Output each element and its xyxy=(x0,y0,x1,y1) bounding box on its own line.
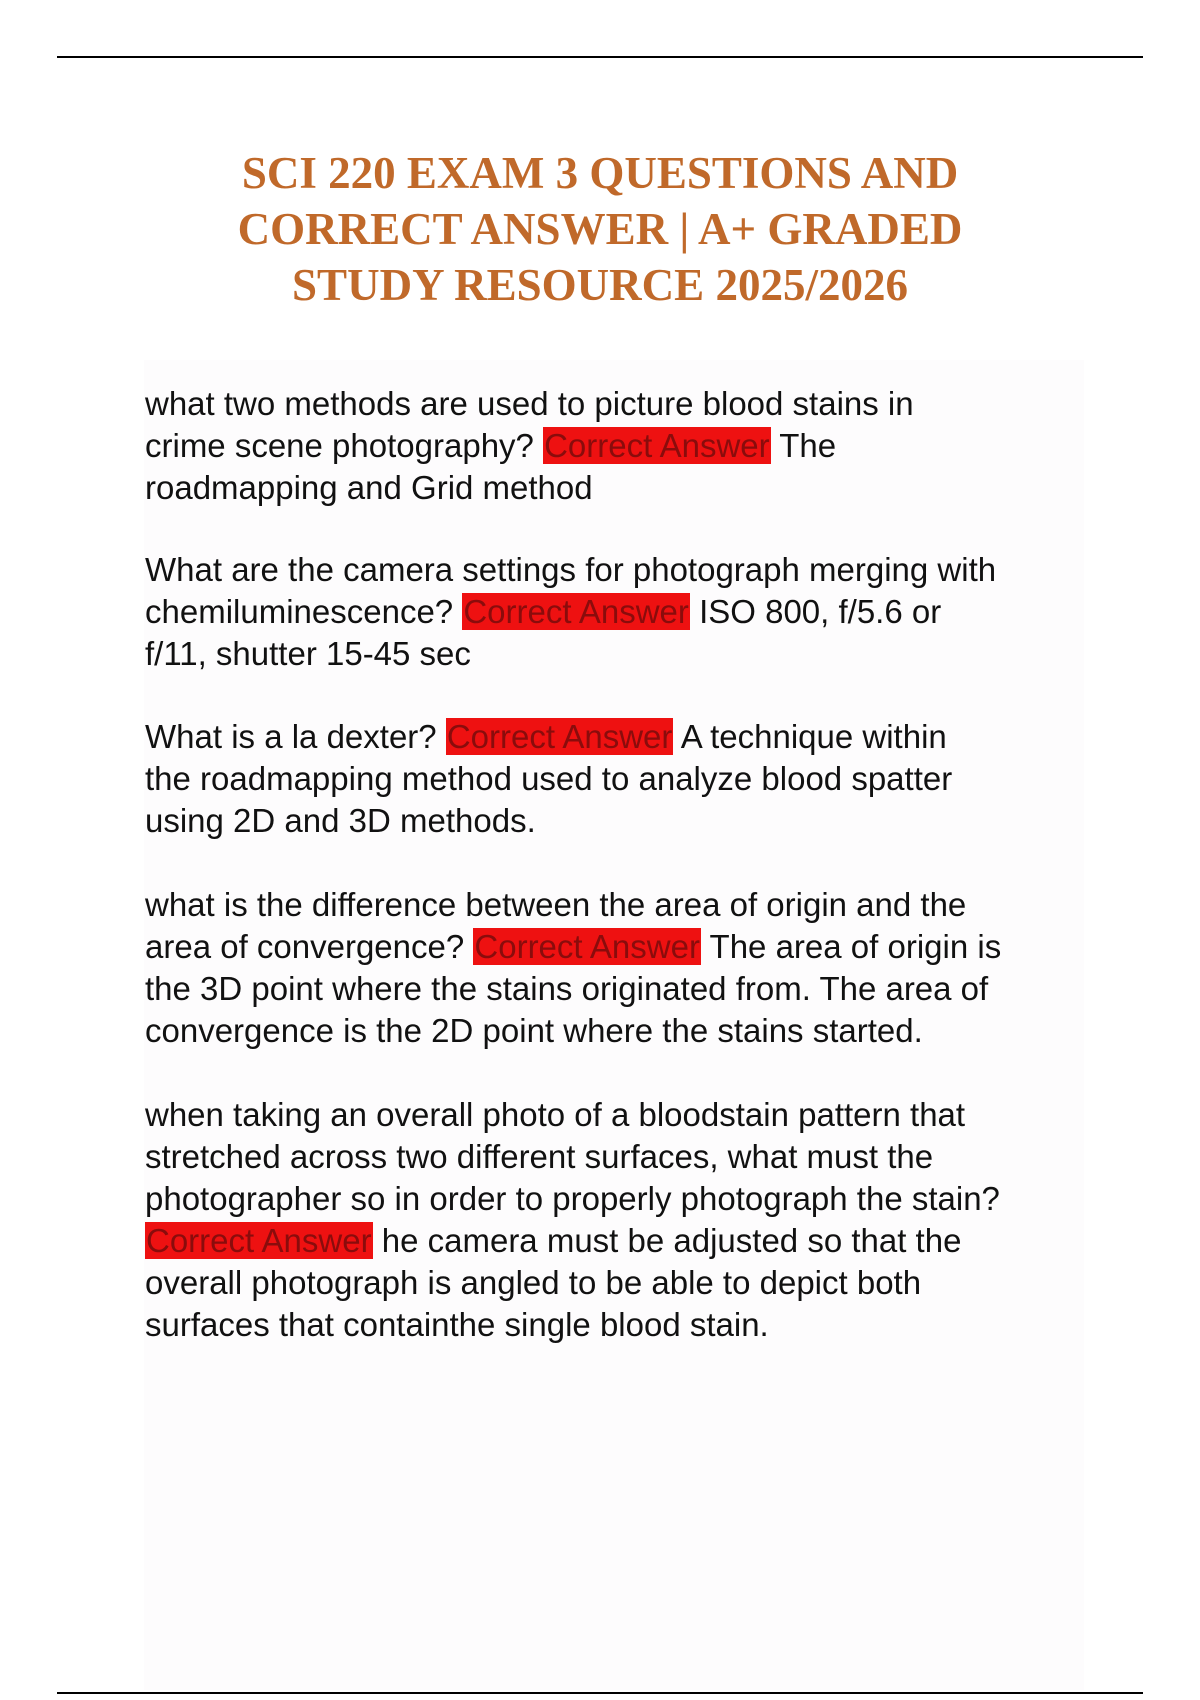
question-text: what two methods are used to picture blood stains in xyxy=(145,385,914,422)
question-text: what is the difference between the area of origin and the xyxy=(145,886,967,923)
answer-text: convergence is the 2D point where the stains started. xyxy=(145,1012,923,1049)
question-text: crime scene photography? xyxy=(145,427,544,464)
question-text: when taking an overall photo of a bloodstain pattern that xyxy=(145,1096,966,1133)
answer-text: The area of origin is xyxy=(700,928,1002,965)
question-text: stretched across two different surfaces, what must the xyxy=(145,1138,934,1175)
answer-text: f/11, shutter 15-45 sec xyxy=(145,635,471,672)
question-text: What are the camera settings for photograph merging with xyxy=(145,551,997,588)
answer-text: the roadmapping method used to analyze blood spatter xyxy=(145,760,953,797)
qa-item xyxy=(145,1094,1105,1346)
answer-text: The xyxy=(770,427,837,464)
title-line: STUDY RESOURCE 2025/2026 xyxy=(292,260,908,310)
answer-text: the 3D point where the stains originated from. The area of xyxy=(145,970,989,1007)
answer-text: he camera must be adjusted so that the xyxy=(372,1222,962,1259)
answer-text: using 2D and 3D methods. xyxy=(145,802,536,839)
correct-answer-tag: Correct Answer xyxy=(446,718,673,755)
question-text: chemiluminescence? xyxy=(145,593,463,630)
qa-item xyxy=(145,884,1105,1052)
question-text: What is a la dexter? xyxy=(145,718,446,755)
qa-item xyxy=(145,383,1105,509)
answer-text: roadmapping and Grid method xyxy=(145,469,593,506)
correct-answer-tag: Correct Answer xyxy=(474,928,700,965)
correct-answer-tag: Correct Answer xyxy=(544,427,770,464)
title-line: CORRECT ANSWER | A+ GRADED xyxy=(237,204,963,254)
answer-text: ISO 800, f/5.6 or xyxy=(689,593,942,630)
answer-text: overall photograph is angled to be able to depict both xyxy=(145,1264,922,1301)
qa-line xyxy=(145,716,1105,758)
top-divider xyxy=(57,56,1143,58)
qa-item xyxy=(145,716,1105,842)
correct-answer-tag: Correct Answer xyxy=(463,593,689,630)
answer-text: surfaces that containthe single blood stain. xyxy=(145,1306,769,1343)
qa-line xyxy=(145,425,1105,467)
qa-line xyxy=(145,926,1105,968)
qa-line xyxy=(145,591,1105,633)
question-text: photographer so in order to properly photograph the stain? xyxy=(145,1180,1000,1217)
correct-answer-tag: Correct Answer xyxy=(146,1222,372,1259)
qa-line xyxy=(145,1220,1105,1262)
question-text: area of convergence? xyxy=(145,928,474,965)
bottom-divider xyxy=(57,1692,1143,1694)
document-title xyxy=(100,145,1100,313)
title-line: SCI 220 EXAM 3 QUESTIONS AND xyxy=(241,148,959,198)
answer-text: A technique within xyxy=(673,718,947,755)
qa-item xyxy=(145,549,1105,675)
